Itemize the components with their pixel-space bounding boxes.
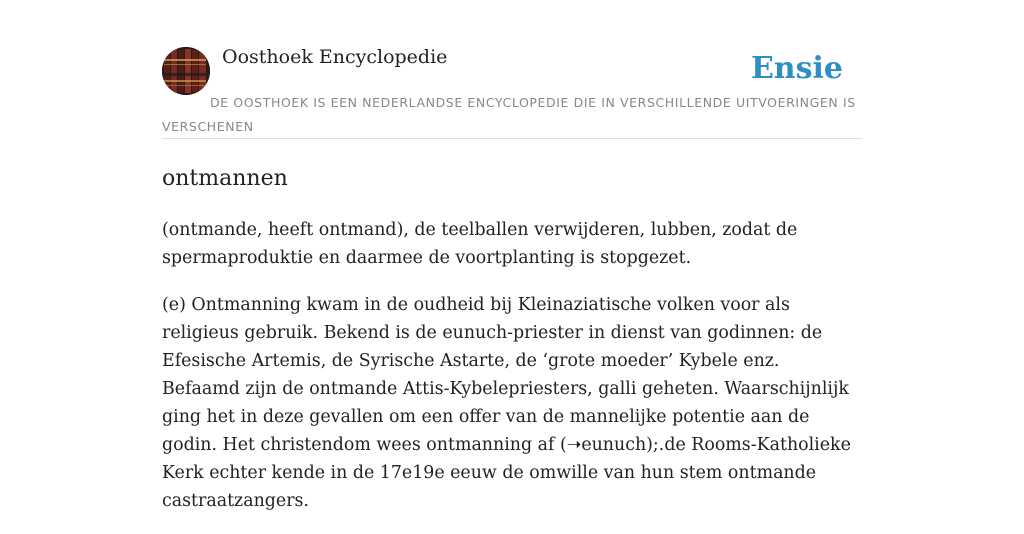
site-title[interactable]: Oosthoek Encyclopedie (222, 46, 448, 68)
article-paragraph: (e) Ontmanning kwam in de oudheid bij Kleinaziatische volken voor als religieus gebruik. Bekend is de eunuch-priester in dienst van godinnen: de Efesische Artemis, de Syrische Astarte, de ‘grote moeder’ Kybele enz. Befaamd zijn de ontmande Attis-Kybelepriesters, galli geheten. Waarschijnlijk ging het in deze gevallen om een offer van de mannelijke potentie aan de godin. Het christendom wees ontmanning af (➝eunuch);.de Rooms-Katholieke Kerk echter kende in de 17e19e eeuw de omwille van hun stem ontmande castraatzangers. (162, 295, 851, 511)
site-tagline: DE OOSTHOEK IS EEN NEDERLANDSE ENCYCLOPEDIE DIE IN VERSCHILLENDE UITVOERINGEN IS VERSCHENEN (162, 95, 856, 134)
brand-logo-link[interactable]: Ensie (750, 51, 843, 86)
site-header (162, 0, 862, 139)
article-title: ontmannen (162, 166, 288, 191)
entry-card (162, 0, 862, 511)
book-spines-icon (162, 47, 210, 95)
article-body (162, 216, 862, 534)
article-paragraph: (ontmande, heeft ontmand), de teelballen verwijderen, lubben, zodat de spermaproduktie en daarmee de voortplanting is stopgezet. (162, 220, 798, 268)
